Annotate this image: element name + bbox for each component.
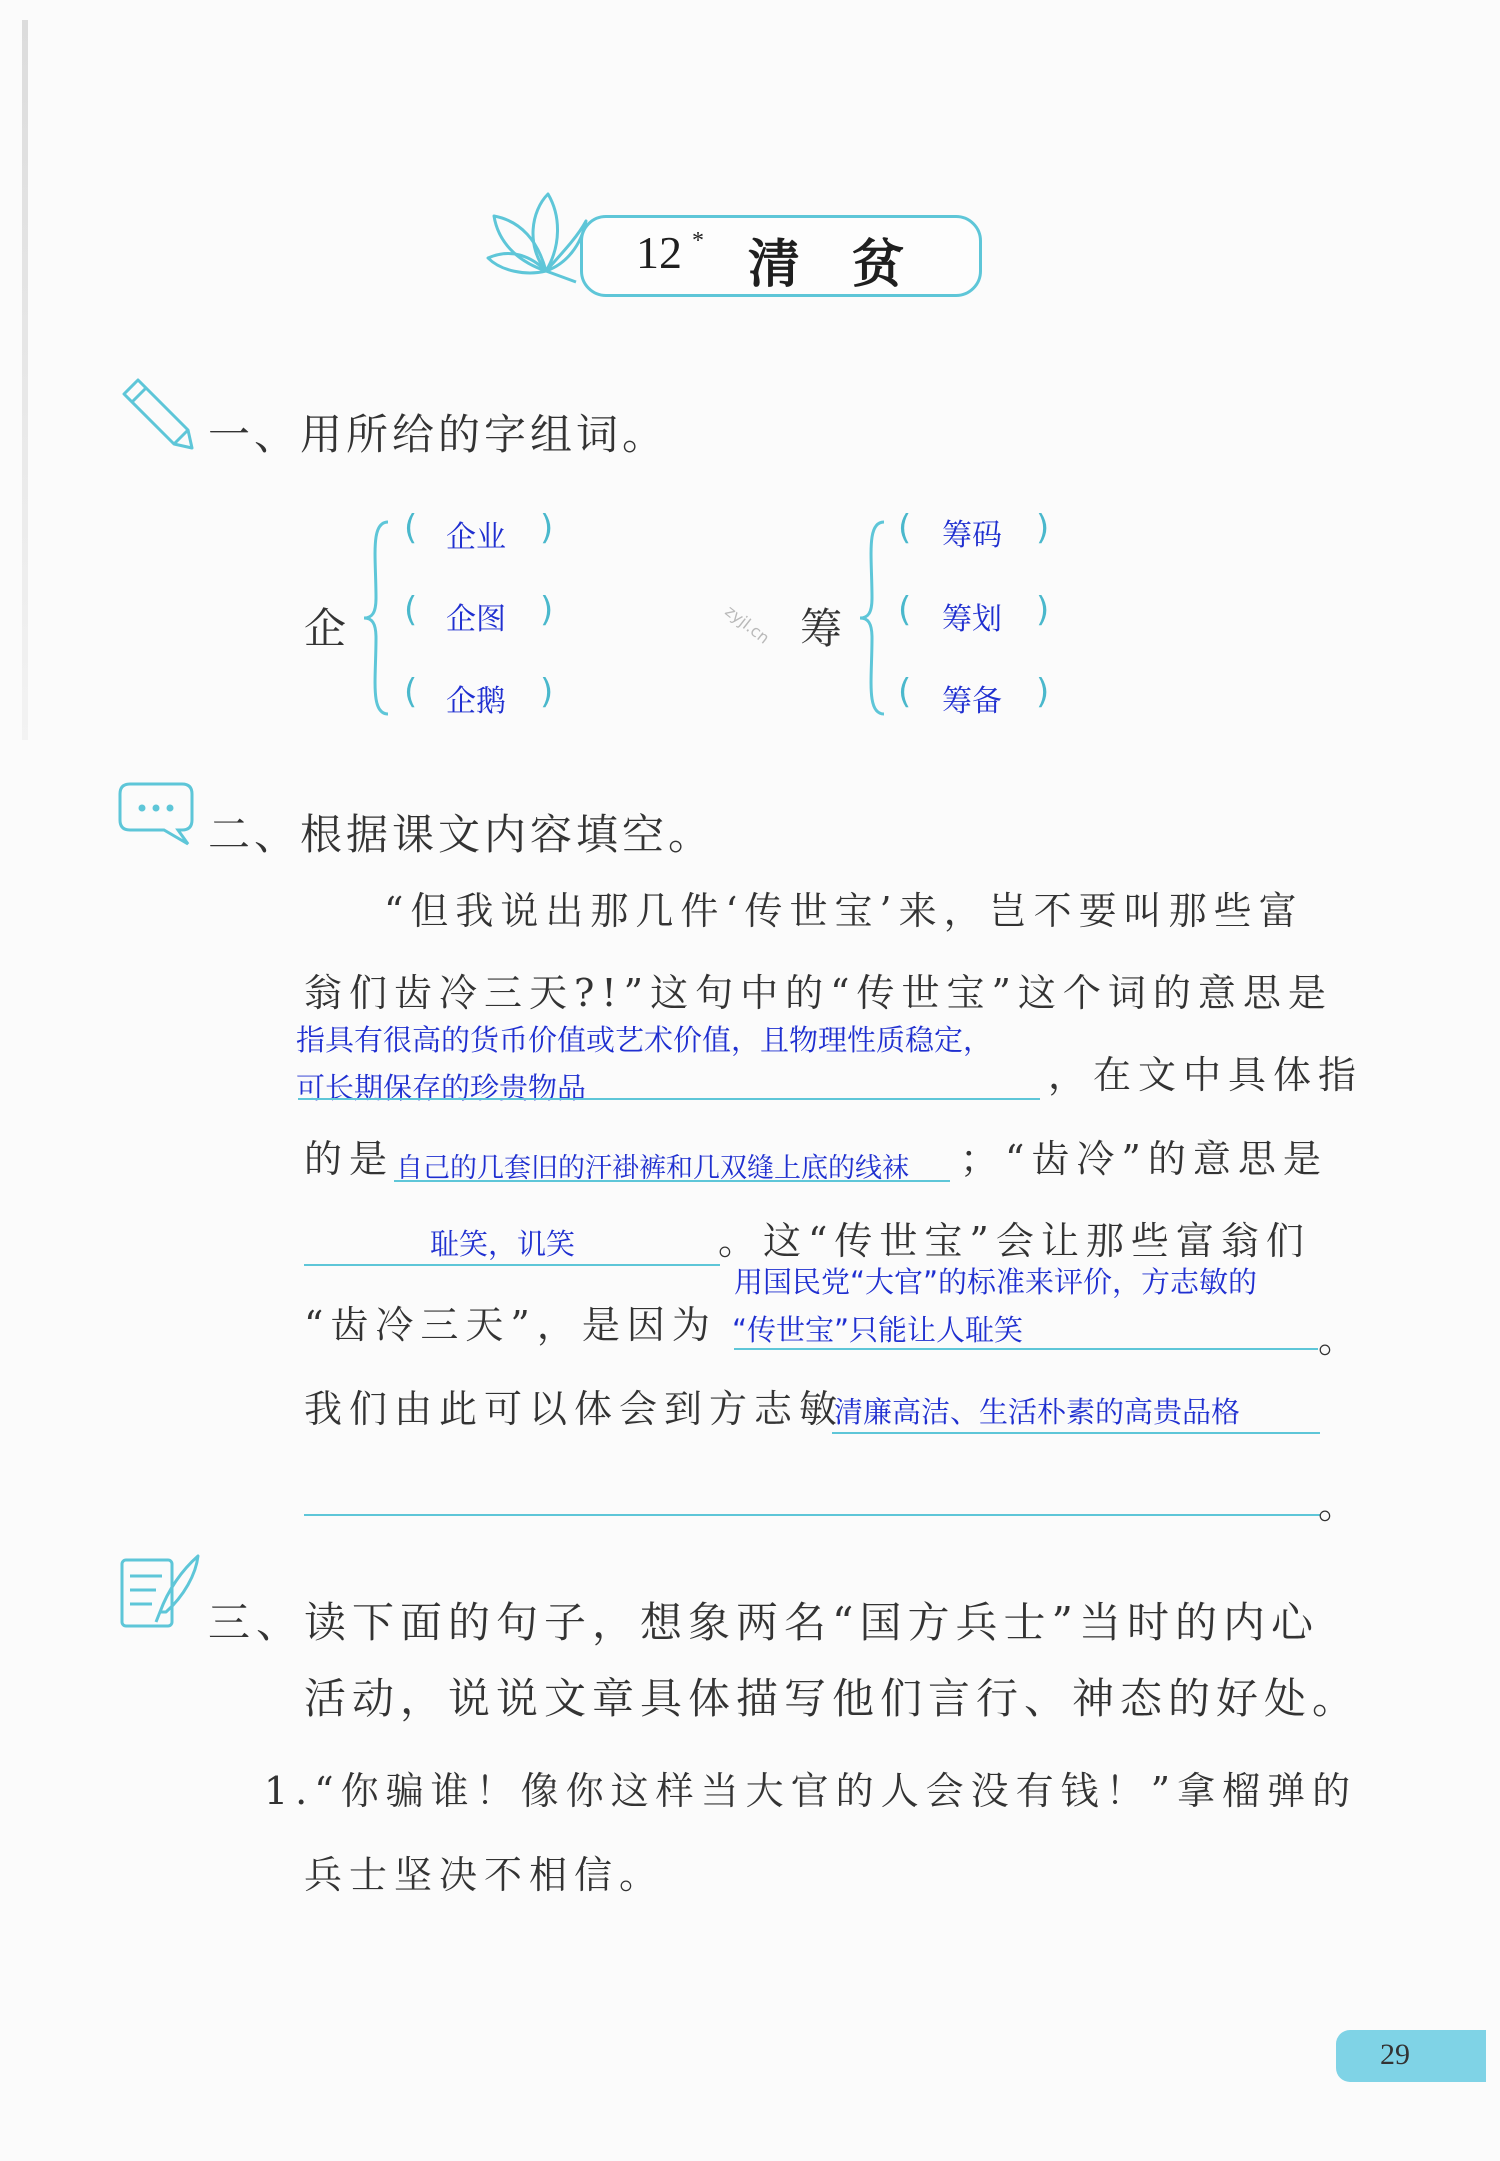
answer-reason-line1: 用国民党“大官”的标准来评价，方志敏的 — [734, 1265, 1258, 1299]
section3-heading-line2: 活动，说说文章具体描写他们言行、神态的好处。 — [304, 1674, 1361, 1723]
group2-word3: 筹备 — [942, 684, 1002, 719]
item1-line2: 兵士坚决不相信。 — [304, 1853, 665, 1897]
passage-line4-mid: ；“齿冷”的意思是 — [960, 1137, 1328, 1181]
paren-close: ) — [1036, 508, 1050, 548]
passage-line3-tail: ，在文中具体指 — [1048, 1053, 1364, 1097]
speech-bubble-icon — [116, 778, 196, 848]
passage-line2: 翁们齿冷三天?!”这句中的“传世宝”这个词的意思是 — [304, 971, 1333, 1015]
passage-line7-head: 我们由此可以体会到方志敏 — [304, 1387, 845, 1431]
answer-character-quality: 清廉高洁、生活朴素的高贵品格 — [834, 1395, 1241, 1429]
answer-blank-line — [734, 1348, 1318, 1350]
answer-specific-reference: 自己的几套旧的汗褂裤和几双缝上底的线袜 — [396, 1153, 909, 1184]
notepad-quill-icon — [116, 1550, 202, 1636]
paren-open: ( — [898, 672, 912, 712]
pencil-icon — [116, 372, 196, 452]
page-number-tab — [1336, 2030, 1486, 2082]
page-number: 29 — [1380, 2038, 1410, 2071]
item1-line1: 1.“你骗谁！像你这样当大官的人会没有钱！”拿榴弹的 — [264, 1769, 1358, 1813]
group1-brace — [362, 518, 392, 718]
paren-close: ) — [1036, 672, 1050, 712]
answer-blank-line — [304, 1514, 1320, 1516]
watermark: zyjl.cn — [721, 601, 774, 648]
paren-open: ( — [404, 508, 418, 548]
lesson-title: 清贫 — [748, 234, 957, 295]
page-edge-shadow — [22, 20, 28, 740]
answer-meaning-line2: 可长期保存的珍贵物品 — [296, 1071, 587, 1105]
group2-word1: 筹码 — [942, 518, 1002, 553]
section3-heading-line1: 三、读下面的句子，想象两名“国方兵士”当时的内心 — [208, 1598, 1319, 1647]
passage-line1: “但我说出那几件‘传世宝’来，岂不要叫那些富 — [384, 889, 1304, 933]
period: 。 — [1318, 1317, 1364, 1361]
answer-blank-line — [394, 1180, 950, 1182]
period: 。 — [1318, 1483, 1364, 1527]
paren-close: ) — [540, 590, 554, 630]
answer-chileng-meaning: 耻笑，讥笑 — [430, 1227, 576, 1261]
paren-open: ( — [898, 590, 912, 630]
answer-blank-line — [304, 1264, 720, 1266]
lesson-number: 12 — [636, 227, 682, 278]
paren-open: ( — [404, 590, 418, 630]
paren-open: ( — [898, 508, 912, 548]
group1-word1: 企业 — [446, 520, 506, 555]
answer-blank-line — [298, 1098, 1040, 1100]
group2-brace — [858, 518, 888, 718]
answer-blank-line — [832, 1432, 1320, 1434]
passage-line4-head: 的是 — [304, 1137, 395, 1181]
group1-word3: 企鹅 — [446, 684, 506, 719]
passage-line6-head: “齿冷三天”，是因为 — [304, 1303, 717, 1347]
group2-word2: 筹划 — [942, 602, 1002, 637]
group2-char: 筹 — [800, 604, 843, 653]
lesson-star-mark: * — [692, 228, 704, 254]
passage-line5-tail: 。这“传世宝”会让那些富翁们 — [718, 1219, 1311, 1263]
answer-reason-line2: “传世宝”只能让人耻笑 — [732, 1313, 1024, 1347]
answer-meaning-line1: 指具有很高的货币价值或艺术价值，且物理性质稳定， — [296, 1023, 993, 1057]
group1-word2: 企图 — [446, 602, 506, 637]
section1-heading: 一、用所给的字组词。 — [208, 410, 669, 459]
paren-open: ( — [404, 672, 418, 712]
group1-char: 企 — [304, 604, 347, 653]
section2-heading: 二、根据课文内容填空。 — [208, 810, 715, 859]
paren-close: ) — [540, 508, 554, 548]
paren-close: ) — [1036, 590, 1050, 630]
paren-close: ) — [540, 672, 554, 712]
